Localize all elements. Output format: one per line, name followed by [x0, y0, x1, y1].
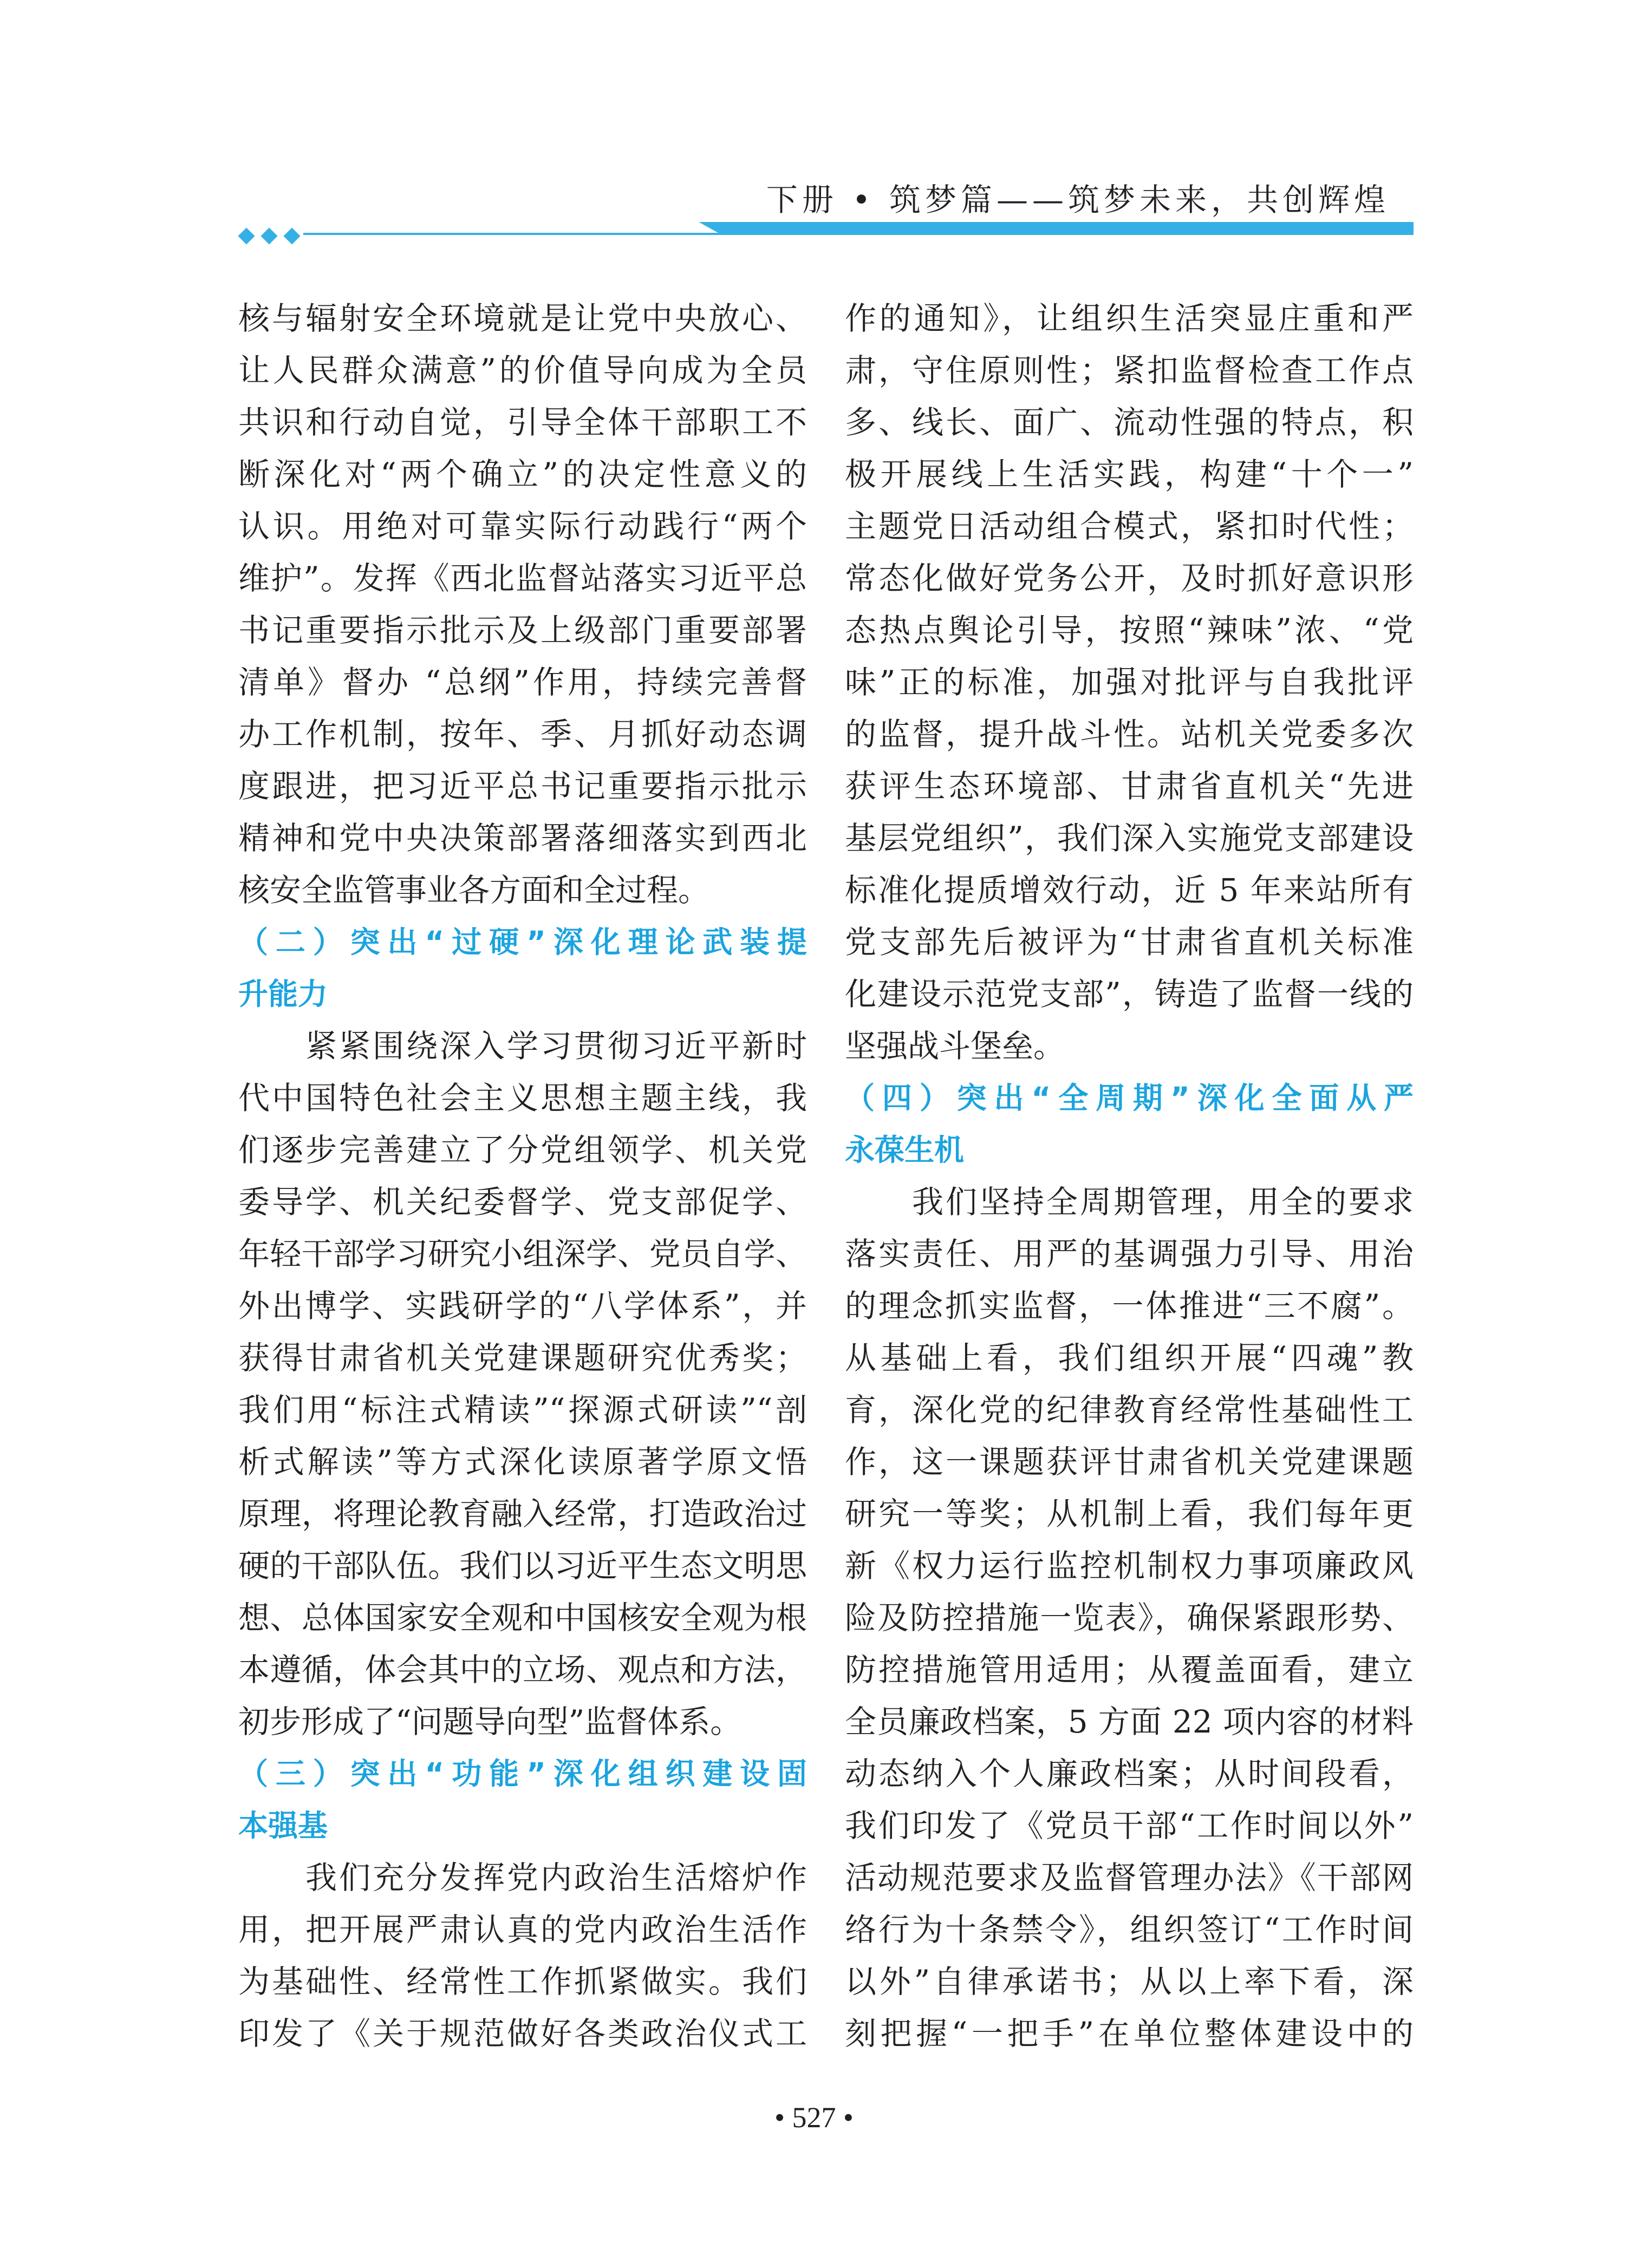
text-line: 我们印发了《党员干部“工作时间以外” [845, 1807, 1414, 1844]
text-line: 们逐步完善建立了分党组领学、机关党 [238, 1132, 807, 1168]
text-line: 书记重要指示批示及上级部门重要部署 [238, 612, 807, 649]
text-line: 维护”。发挥《西北监督站落实习近平总 [238, 560, 807, 597]
text-line: 用，把开展严肃认真的党内政治生活作 [238, 1911, 807, 1948]
text-line: 主题党日活动组合模式，紧扣时代性； [845, 508, 1414, 545]
text-line: 想、总体国家安全观和中国核安全观为根 [238, 1599, 807, 1636]
text-line: 新《权力运行监控机制权力事项廉政风 [845, 1547, 1414, 1584]
text-line: 我们用“标注式精读”“探源式研读”“剖 [238, 1391, 807, 1428]
text-line: 印发了《关于规范做好各类政治仪式工 [238, 2015, 807, 2052]
text-line: 育，深化党的纪律教育经常性基础性工 [845, 1391, 1414, 1428]
text-line: 获评生态环境部、甘肃省直机关“先进 [845, 768, 1414, 805]
text-line: 活动规范要求及监督管理办法》《干部网 [845, 1859, 1414, 1896]
text-line: 年轻干部学习研究小组深学、党员自学、 [238, 1236, 807, 1272]
text-line: 标准化提质增效行动，近 5 年来站所有 [845, 872, 1414, 908]
section-heading-line: 本强基 [238, 1808, 328, 1843]
text-line: 多、线长、面广、流动性强的特点，积 [845, 404, 1414, 441]
text-line: 以外”自律承诺书；从以上率下看，深 [845, 1963, 1414, 2000]
text-line: 断深化对“两个确立”的决定性意义的 [238, 456, 807, 493]
section-heading-line: （三）突出“功能”深化组织建设固 [238, 1756, 807, 1791]
text-line: 防控措施管用适用；从覆盖面看，建立 [845, 1651, 1414, 1688]
text-line: 从基础上看，我们组织开展“四魂”教 [845, 1339, 1414, 1376]
text-line: 的理念抓实监督，一体推进“三不腐”。 [845, 1287, 1414, 1324]
text-line: 作的通知》，让组织生活突显庄重和严 [845, 300, 1414, 337]
text-line: 本遵循，体会其中的立场、观点和方法， [238, 1651, 807, 1688]
text-line: 委导学、机关纪委督学、党支部促学、 [238, 1184, 807, 1220]
section-heading-line: 永葆生机 [845, 1133, 965, 1167]
text-line: 刻把握“一把手”在单位整体建设中的 [845, 2015, 1414, 2052]
text-line: 为基础性、经常性工作抓紧做实。我们 [238, 1963, 807, 2000]
text-line: 析式解读”等方式深化读原著学原文悟 [238, 1443, 807, 1480]
section-heading-line: （二）突出“过硬”深化理论武装提 [238, 925, 807, 959]
text-line: 作，这一课题获评甘肃省机关党建课题 [845, 1443, 1414, 1480]
running-header-title: 下册 • 筑梦篇——筑梦未来，共创辉煌 [766, 181, 1390, 218]
text-line: 认识。用绝对可靠实际行动践行“两个 [238, 508, 807, 545]
header-accent-bar [699, 222, 1414, 234]
text-line: 让人民群众满意”的价值导向成为全员 [238, 352, 807, 389]
text-line: 肃，守住原则性；紧扣监督检查工作点 [845, 352, 1414, 389]
text-line: 络行为十条禁令》，组织签订“工作时间 [845, 1911, 1414, 1948]
section-heading-line: 升能力 [238, 977, 328, 1011]
text-line: 原理，将理论教育融入经常，打造政治过 [238, 1495, 807, 1532]
text-line: 极开展线上生活实践，构建“十个一” [845, 456, 1414, 493]
text-line: 全员廉政档案，5 方面 22 项内容的材料 [845, 1703, 1414, 1740]
text-line: 代中国特色社会主义思想主题主线，我 [238, 1080, 807, 1116]
text-line: 我们充分发挥党内政治生活熔炉作 [238, 1859, 807, 1896]
page-number: • 527 • [774, 2101, 854, 2134]
text-line: 我们坚持全周期管理，用全的要求 [845, 1184, 1414, 1220]
diamond-icon [238, 227, 255, 244]
text-line: 初步形成了“问题导向型”监督体系。 [238, 1703, 742, 1740]
section-heading-line: （四）突出“全周期”深化全面从严 [845, 1081, 1414, 1115]
text-line: 精神和党中央决策部署落细落实到西北 [238, 820, 807, 857]
text-line: 的监督，提升战斗性。站机关党委多次 [845, 716, 1414, 753]
diamond-icon [261, 227, 277, 244]
diamond-icon [283, 227, 300, 244]
text-line: 外出博学、实践研学的“八学体系”，并 [238, 1287, 807, 1324]
text-line: 化建设示范党支部”，铸造了监督一线的 [845, 976, 1414, 1012]
text-line: 坚强战斗堡垒。 [845, 1028, 1065, 1064]
text-line: 险及防控措施一览表》，确保紧跟形势、 [845, 1599, 1414, 1636]
text-line: 味”正的标准，加强对批评与自我批评 [845, 664, 1414, 701]
text-line: 核与辐射安全环境就是让党中央放心、 [238, 300, 807, 337]
text-line: 研究一等奖；从机制上看，我们每年更 [845, 1495, 1414, 1532]
header-rule [303, 233, 1414, 235]
left-text-column [238, 292, 807, 2060]
text-line: 共识和行动自觉，引导全体干部职工不 [238, 404, 807, 441]
text-line: 动态纳入个人廉政档案；从时间段看， [845, 1755, 1414, 1792]
text-line: 常态化做好党务公开，及时抓好意识形 [845, 560, 1414, 597]
text-line: 清单》督办 “总纲”作用，持续完善督 [238, 664, 807, 701]
text-line: 获得甘肃省机关党建课题研究优秀奖； [238, 1339, 807, 1376]
text-line: 党支部先后被评为“甘肃省直机关标准 [845, 924, 1414, 960]
text-line: 基层党组织”，我们深入实施党支部建设 [845, 820, 1414, 857]
right-text-column [845, 292, 1414, 2060]
text-line: 度跟进，把习近平总书记重要指示批示 [238, 768, 807, 805]
text-line: 落实责任、用严的基调强力引导、用治 [845, 1236, 1414, 1272]
text-line: 紧紧围绕深入学习贯彻习近平新时 [238, 1028, 807, 1064]
text-line: 核安全监管事业各方面和全过程。 [238, 872, 710, 908]
text-line: 态热点舆论引导，按照“辣味”浓、“党 [845, 612, 1414, 649]
text-line: 办工作机制，按年、季、月抓好动态调 [238, 716, 807, 753]
text-line: 硬的干部队伍。我们以习近平生态文明思 [238, 1547, 807, 1584]
